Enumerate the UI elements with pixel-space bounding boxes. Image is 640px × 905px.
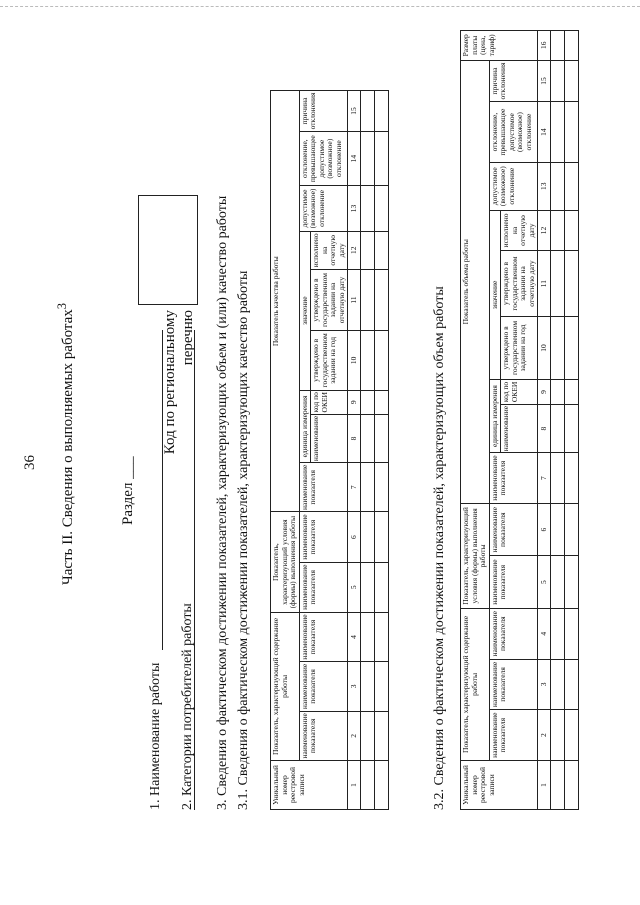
code-box[interactable] bbox=[138, 195, 198, 305]
table-cell[interactable] bbox=[361, 512, 375, 562]
table-cell[interactable] bbox=[565, 316, 579, 379]
column-number: 8 bbox=[348, 414, 361, 462]
table-cell[interactable] bbox=[375, 390, 389, 414]
quality-table bbox=[270, 90, 389, 810]
column-number: 16 bbox=[538, 31, 551, 61]
header-cell: наименование показателя bbox=[489, 556, 538, 608]
table-cell[interactable] bbox=[361, 270, 375, 331]
header-cell: причина отклонения bbox=[299, 91, 348, 132]
table-cell[interactable] bbox=[361, 131, 375, 186]
column-number: 8 bbox=[538, 404, 551, 452]
header-cell: наименование показателя bbox=[299, 512, 348, 562]
table-cell[interactable] bbox=[375, 761, 389, 810]
header-cell: утверждено в государственном задании на отчетную дату bbox=[311, 270, 348, 331]
column-number: 12 bbox=[348, 231, 361, 270]
header-cell: наименование показателя bbox=[489, 503, 538, 555]
header-cell: наименование показателя bbox=[299, 662, 348, 711]
header-cell: наименование показателя bbox=[299, 612, 348, 661]
column-number: 11 bbox=[538, 251, 551, 317]
footnote-ref: 3 bbox=[55, 302, 69, 310]
header-cell: Уникальный номер реестровой записи bbox=[271, 761, 348, 810]
column-number: 12 bbox=[538, 210, 551, 251]
column-number: 9 bbox=[538, 380, 551, 405]
header-cell: исполнено на отчетную дату bbox=[311, 231, 348, 270]
table-cell[interactable] bbox=[565, 761, 579, 810]
table-cell[interactable] bbox=[551, 659, 565, 710]
header-cell: единица измерения bbox=[299, 390, 311, 462]
header-cell: отклонение, превышающее допустимое (возможное) отклонение bbox=[299, 131, 348, 186]
column-number: 9 bbox=[348, 390, 361, 414]
table-cell[interactable] bbox=[361, 390, 375, 414]
table-cell[interactable] bbox=[551, 503, 565, 555]
table-cell[interactable] bbox=[375, 186, 389, 231]
column-number: 14 bbox=[538, 102, 551, 162]
header-cell: наименование показателя bbox=[299, 562, 348, 612]
column-number: 10 bbox=[348, 330, 361, 390]
column-number: 15 bbox=[348, 91, 361, 132]
table-cell[interactable] bbox=[565, 380, 579, 405]
table-cell[interactable] bbox=[375, 231, 389, 270]
table-cell[interactable] bbox=[375, 270, 389, 331]
column-number: 5 bbox=[348, 562, 361, 612]
column-number: 13 bbox=[348, 186, 361, 231]
section-3-1-title: 3.1. Сведения о фактическом достижении показателей, характеризующих качество работы bbox=[236, 270, 251, 810]
column-number: 15 bbox=[538, 60, 551, 102]
column-number: 10 bbox=[538, 316, 551, 379]
volume-table bbox=[460, 30, 579, 810]
column-number: 4 bbox=[348, 612, 361, 661]
table-cell[interactable] bbox=[551, 556, 565, 608]
table-cell[interactable] bbox=[551, 761, 565, 810]
table-cell[interactable] bbox=[565, 162, 579, 210]
table-row bbox=[551, 31, 565, 810]
header-cell: допустимое (возможное) отклонение bbox=[299, 186, 348, 231]
table-cell[interactable] bbox=[565, 503, 579, 555]
table-cell[interactable] bbox=[565, 659, 579, 710]
header-cell: исполнено на отчетную дату bbox=[501, 210, 538, 251]
table-cell[interactable] bbox=[375, 711, 389, 760]
table-row bbox=[375, 91, 389, 810]
table-cell[interactable] bbox=[551, 404, 565, 452]
header-cell: значение bbox=[299, 231, 311, 390]
header-cell: код по ОКЕИ bbox=[311, 390, 348, 414]
header-cell: наименование показателя bbox=[299, 463, 348, 512]
column-number: 1 bbox=[538, 761, 551, 810]
column-number: 6 bbox=[538, 503, 551, 555]
table-cell[interactable] bbox=[361, 330, 375, 390]
header-cell: наименование показателя bbox=[489, 710, 538, 761]
header-cell: утверждено в государственном задании на отчетную дату bbox=[501, 251, 538, 317]
header-cell: наименование bbox=[501, 404, 538, 452]
header-cell: наименование bbox=[311, 414, 348, 462]
part-title: Часть II. Сведения о выполняемых работах$^3$ bbox=[55, 302, 76, 585]
header-cell: Показатель, характеризующий содержание работы bbox=[461, 608, 490, 760]
column-number: 7 bbox=[538, 453, 551, 504]
header-cell: единица измерения bbox=[489, 380, 501, 453]
table-cell[interactable] bbox=[375, 91, 389, 132]
table-cell[interactable] bbox=[565, 453, 579, 504]
column-number: 4 bbox=[538, 608, 551, 659]
column-number: 14 bbox=[348, 131, 361, 186]
table-cell[interactable] bbox=[375, 414, 389, 462]
header-cell: наименование показателя bbox=[489, 453, 538, 504]
table-cell[interactable] bbox=[551, 31, 565, 61]
table-cell[interactable] bbox=[565, 710, 579, 761]
section-label: Раздел ___ bbox=[120, 456, 136, 525]
table-cell[interactable] bbox=[375, 463, 389, 512]
table-cell[interactable] bbox=[551, 316, 565, 379]
code-label-2: перечню bbox=[180, 310, 196, 366]
table-cell[interactable] bbox=[565, 60, 579, 102]
consumer-category-label: 2. Категории потребителей работы bbox=[180, 603, 195, 810]
header-cell: наименование показателя bbox=[489, 608, 538, 659]
table-cell[interactable] bbox=[375, 612, 389, 661]
table-cell[interactable] bbox=[361, 91, 375, 132]
column-number: 7 bbox=[348, 463, 361, 512]
header-cell: утверждено в государственном задании на год bbox=[311, 330, 348, 390]
table-cell[interactable] bbox=[361, 414, 375, 462]
column-number: 5 bbox=[538, 556, 551, 608]
table-cell[interactable] bbox=[361, 662, 375, 711]
column-number: 6 bbox=[348, 512, 361, 562]
header-cell: Показатель, характеризующий условия (формы) выполнения работы bbox=[271, 512, 300, 612]
header-cell: причина отклонения bbox=[489, 60, 538, 102]
table-row bbox=[565, 31, 579, 810]
column-number: 13 bbox=[538, 162, 551, 210]
table-row bbox=[361, 91, 375, 810]
table-cell[interactable] bbox=[361, 562, 375, 612]
work-name-field[interactable] bbox=[162, 330, 163, 650]
header-cell: Размер платы (цена, тариф) bbox=[461, 31, 538, 61]
table-cell[interactable] bbox=[361, 761, 375, 810]
consumer-category-field[interactable] bbox=[194, 330, 195, 810]
table-cell[interactable] bbox=[551, 210, 565, 251]
table-cell[interactable] bbox=[551, 162, 565, 210]
table-cell[interactable] bbox=[375, 330, 389, 390]
column-number: 11 bbox=[348, 270, 361, 331]
table-cell[interactable] bbox=[551, 380, 565, 405]
table-cell[interactable] bbox=[551, 102, 565, 162]
header-cell: отклонение, превышающее допустимое (возможное) отклонение bbox=[489, 102, 538, 162]
table-cell[interactable] bbox=[375, 512, 389, 562]
table-cell[interactable] bbox=[565, 251, 579, 317]
table-cell[interactable] bbox=[375, 662, 389, 711]
table-cell[interactable] bbox=[565, 210, 579, 251]
work-name-label: 1. Наименование работы bbox=[148, 662, 163, 810]
table-cell[interactable] bbox=[551, 60, 565, 102]
table-cell[interactable] bbox=[551, 453, 565, 504]
table-cell[interactable] bbox=[551, 710, 565, 761]
table-cell[interactable] bbox=[361, 186, 375, 231]
header-cell: Показатель качества работы bbox=[271, 91, 300, 512]
table-cell[interactable] bbox=[375, 131, 389, 186]
header-cell: Уникальный номер реестровой записи bbox=[461, 761, 538, 810]
header-cell: Показатель объема работы bbox=[461, 60, 490, 503]
table-cell[interactable] bbox=[565, 404, 579, 452]
table-cell[interactable] bbox=[361, 711, 375, 760]
column-number: 2 bbox=[538, 710, 551, 761]
table-cell[interactable] bbox=[565, 608, 579, 659]
column-number: 2 bbox=[348, 711, 361, 760]
section-3-title: 3. Сведения о фактическом достижении показателей, характеризующих объем и (или) качество работы bbox=[215, 195, 230, 810]
header-cell: Показатель, характеризующий условия (формы) выполнения работы bbox=[461, 503, 490, 608]
table-cell[interactable] bbox=[551, 251, 565, 317]
column-number: 3 bbox=[348, 662, 361, 711]
table-cell[interactable] bbox=[565, 102, 579, 162]
column-number: 1 bbox=[348, 761, 361, 810]
table-cell[interactable] bbox=[375, 562, 389, 612]
header-cell: наименование показателя bbox=[299, 711, 348, 760]
table-cell[interactable] bbox=[565, 31, 579, 61]
section-3-2-title: 3.2. Сведения о фактическом достижении показателей, характеризующих объем работы bbox=[432, 286, 447, 810]
header-cell: утверждено в государственном задании на год bbox=[501, 316, 538, 379]
table-cell[interactable] bbox=[551, 608, 565, 659]
page-number: 36 bbox=[22, 455, 38, 470]
table-cell[interactable] bbox=[565, 556, 579, 608]
table-cell[interactable] bbox=[361, 231, 375, 270]
table-cell[interactable] bbox=[361, 463, 375, 512]
table-cell[interactable] bbox=[361, 612, 375, 661]
header-cell: Показатель, характеризующий содержание работы bbox=[271, 612, 300, 760]
column-number: 3 bbox=[538, 659, 551, 710]
header-cell: наименование показателя bbox=[489, 659, 538, 710]
header-cell: допустимое (возможное) отклонение bbox=[489, 162, 538, 210]
header-cell: код по ОКЕИ bbox=[501, 380, 538, 405]
code-label: Код по региональному bbox=[162, 310, 178, 455]
header-cell: значение bbox=[489, 210, 501, 379]
